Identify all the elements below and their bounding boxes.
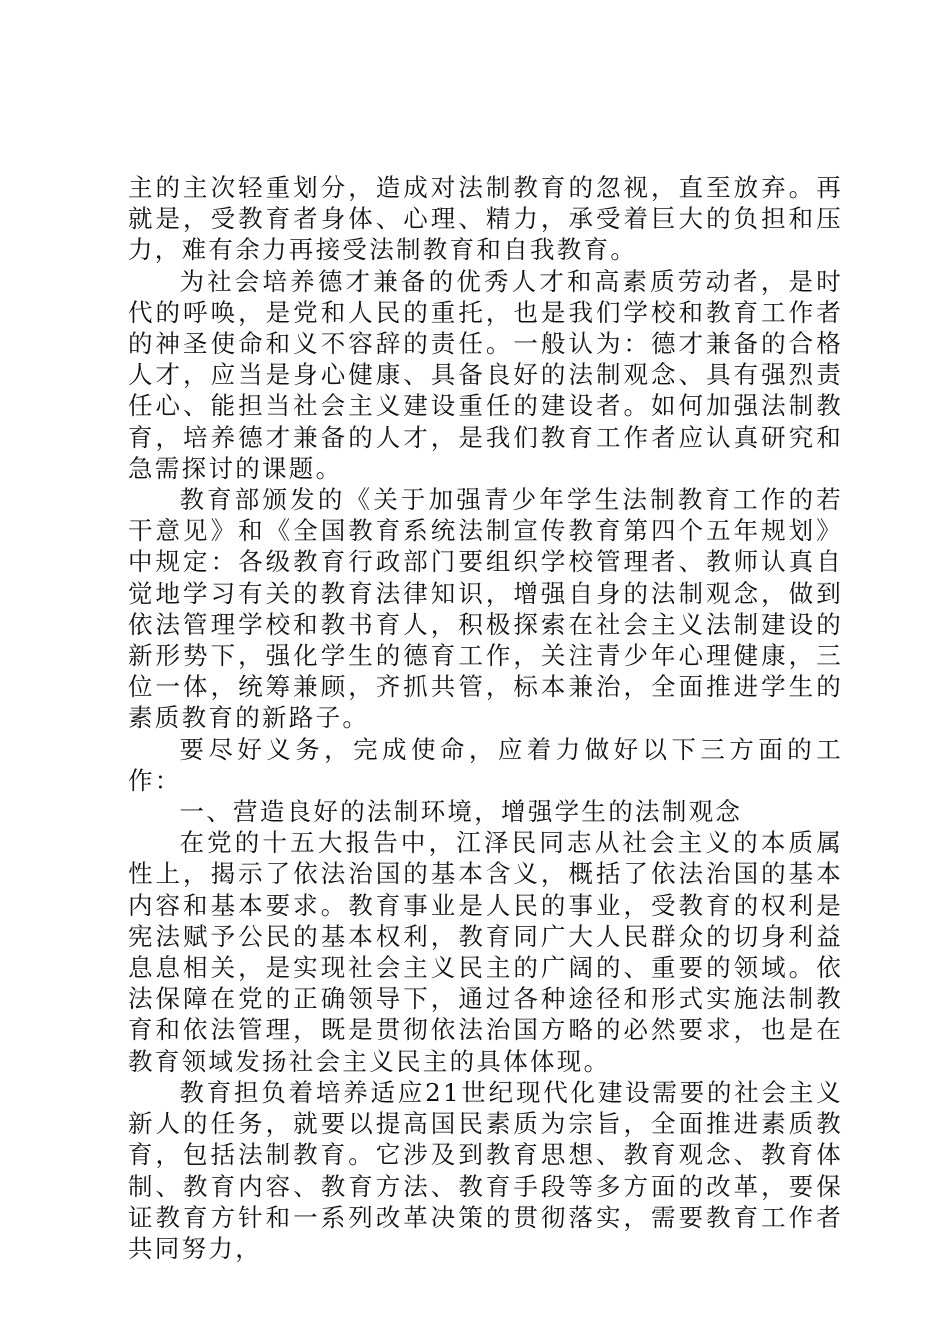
section-heading-1: 一、营造良好的法制环境，增强学生的法制观念 — [179, 797, 743, 827]
paragraph-1: 主的主次轻重划分，造成对法制教育的忽视，直至放弃。再就是，受教育者身体、心理、精力，承受着巨大的负担和压力，难有余力再接受法制教育和自我教育。 — [128, 173, 843, 265]
paragraph-4: 要尽好义务，完成使命，应着力做好以下三方面的工作： — [128, 734, 843, 795]
paragraph-2: 为社会培养德才兼备的优秀人才和高素质劳动者，是时代的呼唤，是党和人民的重托，也是我们学校和教育工作者的神圣使命和义不容辞的责任。一般认为：德才兼备的合格人才，应当是身心健康、具备良好的法制观念、具有强烈责任心、能担当社会主义建设重任的建设者。如何加强法制教育，培养德才兼备的人才，是我们教育工作者应认真研究和急需探讨的课题。 — [128, 266, 843, 483]
document-body — [128, 172, 843, 1264]
paragraph-6: 教育担负着培养适应21世纪现代化建设需要的社会主义新人的任务，就要以提高国民素质为宗旨，全面推进素质教育，包括法制教育。它涉及到教育思想、教育观念、教育体制、教育内容、教育方法、教育手段等多方面的改革，要保证教育方针和一系列改革决策的贯彻落实，需要教育工作者共同努力， — [128, 1077, 843, 1263]
paragraph-5: 在党的十五大报告中，江泽民同志从社会主义的本质属性上，揭示了依法治国的基本含义，概括了依法治国的基本内容和基本要求。教育事业是人民的事业，受教育的权利是宪法赋予公民的基本权利，教育同广大人民群众的切身利益息息相关，是实现社会主义民主的广阔的、重要的领域。依法保障在党的正确领导下，通过各种途径和形式实施法制教育和依法管理，既是贯彻依法治国方略的必然要求，也是在教育领域发扬社会主义民主的具体体现。 — [128, 828, 843, 1076]
paragraph-3: 教育部颁发的《关于加强青少年学生法制教育工作的若干意见》和《全国教育系统法制宣传教育第四个五年规划》中规定：各级教育行政部门要组织学校管理者、教师认真自觉地学习有关的教育法律知识，增强自身的法制观念，做到依法管理学校和教书育人，积极探索在社会主义法制建设的新形势下，强化学生的德育工作，关注青少年心理健康，三位一体，统筹兼顾，齐抓共管，标本兼治，全面推进学生的素质教育的新路子。 — [128, 485, 843, 733]
